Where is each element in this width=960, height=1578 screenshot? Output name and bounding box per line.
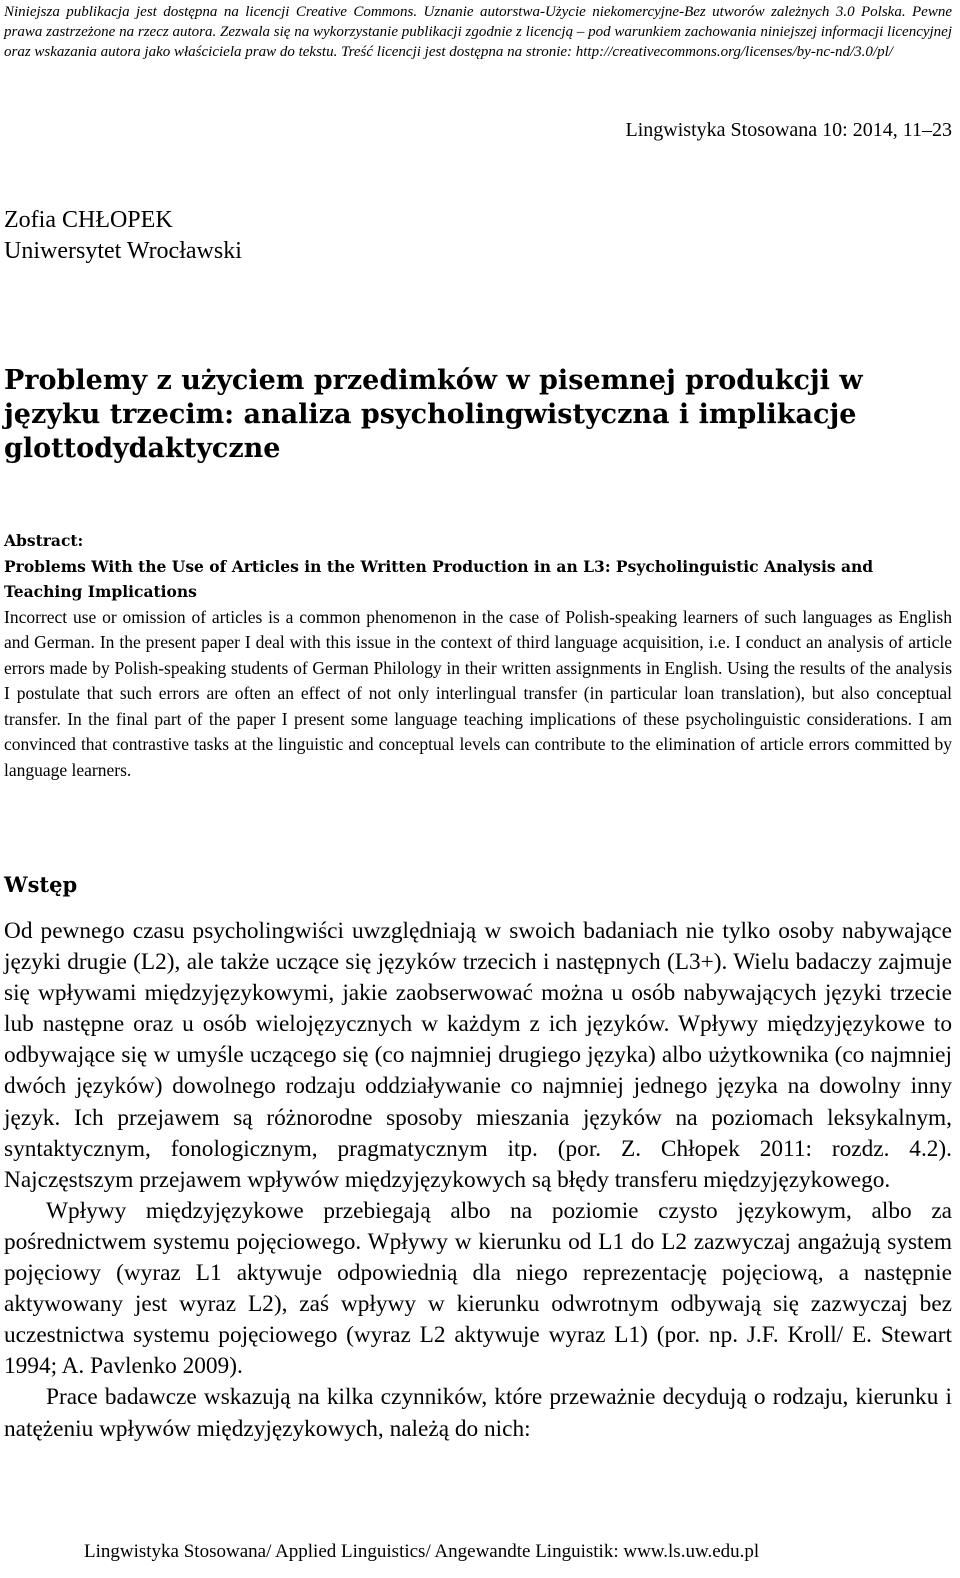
paragraph: Wpływy międzyjęzykowe przebiegają albo na poziomie czysto językowym, albo za pośrednictwem systemu pojęciowego. Wpływy w kierunku od L1 do L2 zazwyczaj angażują system pojęciowy (wyraz L1 aktywuje odpowiednią dla niego reprezentację pojęciową, a następnie aktywowany jest wyraz L2), zaś wpływy w kierunku odwrotnym odbywają się zazwyczaj bez uczestnictwa systemu pojęciowego (wyraz L2 aktywuje wyraz L1) (por. np. J.F. Kroll/ E. Stewart 1994; A. Pavlenko 2009). — [4, 1197, 952, 1380]
abstract-title: Problems With the Use of Articles in the Written Production in an L3: Psycholinguistic Analysis and Teaching Implications — [4, 556, 874, 601]
author-name: Zofia CHŁOPEK — [4, 207, 173, 233]
paragraph: Prace badawcze wskazują na kilka czynników, które przeważnie decydują o rodzaju, kierunku i natężeniu wpływów międzyjęzykowych, należą do nich: — [4, 1384, 952, 1442]
document-page — [4, 0, 952, 1578]
section-body — [4, 916, 952, 1445]
page-footer: Lingwistyka Stosowana/ Applied Linguistics/ Angewandte Linguistik: www.ls.uw.edu.pl — [84, 1541, 760, 1562]
license-notice: Niniejsza publikacja jest dostępna na licencji Creative Commons. Uznanie autorstwa-Użycie niekomercyjne-Bez utworów zależnych 3.0 Polska. Pewne prawa zastrzeżone na rzecz autora. Zezwala się na wykorzystanie publikacji zgodnie z licencją – pod warunkiem zachowania niniejszej informacji licencyjnej oraz wskazania autora jako właściciela praw do tekstu. Treść licencji jest dostępna na stronie: http://creativecommons.org/licenses/by-nc-nd/3.0/pl/ — [4, 4, 952, 60]
author-block — [4, 205, 242, 267]
author-affiliation: Uniwersytet Wrocławski — [4, 238, 242, 264]
journal-citation: Lingwistyka Stosowana 10: 2014, 11–23 — [625, 119, 952, 141]
abstract-text: Incorrect use or omission of articles is a common phenomenon in the case of Polish-speaking learners of such languages as English and German. In the present paper I deal with this issue in the context of third language acquisition, i.e. I conduct an analysis of article errors made by Polish-speaking students of German Philology in their written assignments in English. Using the results of the analysis I postulate that such errors are often an effect of not only interlingual transfer (in particular loan translation), but also conceptual transfer. In the final part of the paper I present some language teaching implications of these psycholinguistic considerations. I am convinced that contrastive tasks at the linguistic and conceptual levels can contribute to the elimination of article errors committed by language learners. — [4, 606, 952, 780]
section-heading: Wstęp — [4, 872, 78, 897]
article-title: Problemy z użyciem przedimków w pisemnej produkcji w języku trzecim: analiza psycholingwistyczna i implikacje glottodydaktyczne — [4, 365, 863, 464]
abstract-block — [4, 528, 952, 783]
abstract-label: Abstract: — [4, 531, 84, 550]
paragraph: Od pewnego czasu psycholingwiści uwzględniają w swoich badaniach nie tylko osoby nabywające języki drugie (L2), ale także uczące się języków trzecich i następnych (L3+). Wielu badaczy zajmuje się wpływami międzyjęzykowymi, jakie zaobserwować można u osób nabywających języki trzecie lub następne oraz u osób wielojęzycznych w każdym z ich języków. Wpływy międzyjęzykowe to odbywające się w umyśle uczącego się (co najmniej drugiego języka) albo użytkownika (co najmniej dwóch języków) dowolnego rodzaju oddziaływanie co najmniej jednego języka na dowolny inny język. Ich przejawem są różnorodne sposoby mieszania języków na poziomach leksykalnym, syntaktycznym, fonologicznym, pragmatycznym itp. (por. Z. Chłopek 2011: rozdz. 4.2). Najczęstszym przejawem wpływów międzyjęzykowych są błędy transferu międzyjęzykowego. — [4, 918, 952, 1193]
